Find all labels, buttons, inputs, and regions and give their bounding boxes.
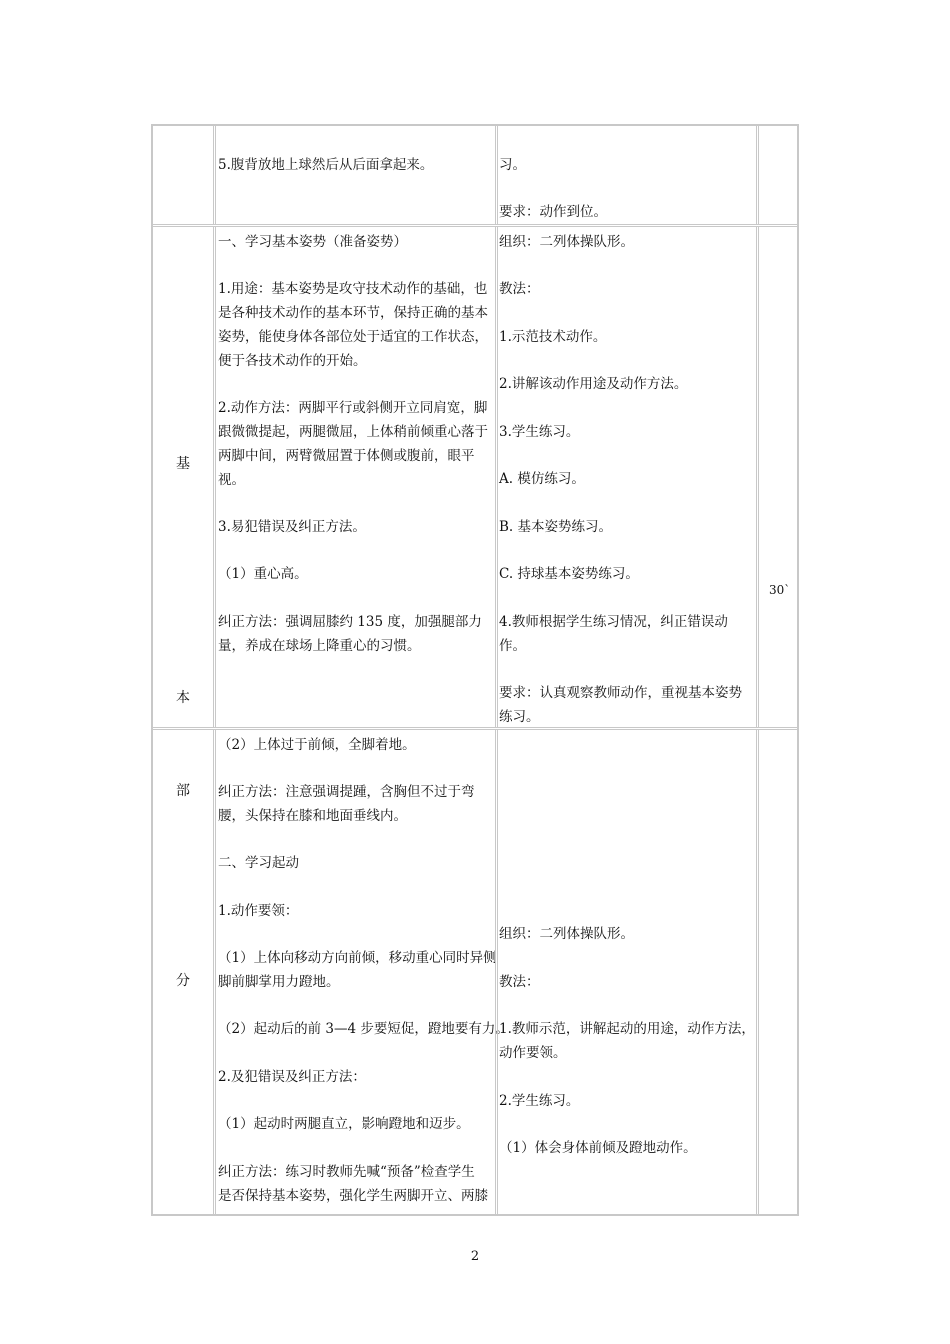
table-row [153, 730, 797, 1214]
duration-value: 30` [769, 583, 791, 597]
method-line: B. 基本姿势练习。 [499, 519, 613, 535]
method-line: 1.教师示范，讲解起动的用途，动作方法， [499, 1021, 755, 1037]
content-line: 纠正方法：注意强调提踵，含胸但不过于弯 [218, 784, 475, 800]
method-line: 练习。 [499, 709, 540, 725]
content-line: 脚前脚掌用力蹬地。 [218, 974, 340, 990]
method-line: A. 模仿练习。 [499, 471, 585, 487]
method-line: 习。 [499, 157, 526, 173]
table-row [153, 227, 797, 730]
content-line: 纠正方法：练习时教师先喊“预备”检查学生 [218, 1164, 475, 1180]
method-line: 教法： [499, 974, 540, 990]
content-line: 量，养成在球场上降重心的习惯。 [218, 638, 421, 654]
content-line: 一、学习基本姿势（准备姿势） [218, 234, 407, 250]
section-label-char: 分 [176, 973, 190, 989]
content-line: 二、学习起动 [218, 855, 299, 871]
method-cell [495, 730, 756, 1214]
section-label-char: 部 [176, 783, 190, 799]
duration-cell [756, 227, 797, 727]
content-line: 是各种技术动作的基本环节，保持正确的基本 [218, 305, 488, 321]
content-line: 姿势，能使身体各部位处于适宜的工作状态， [218, 329, 488, 345]
duration-cell [756, 730, 797, 1214]
method-line: C. 持球基本姿势练习。 [499, 566, 639, 582]
content-line: 2.动作方法：两脚平行或斜侧开立同肩宽，脚 [218, 400, 488, 416]
method-line: 组织：二列体操队形。 [499, 926, 634, 942]
method-line: 3.学生练习。 [499, 424, 580, 440]
lesson-plan-table [151, 124, 799, 1216]
method-line: 2.讲解该动作用途及动作方法。 [499, 376, 688, 392]
content-line: 是否保持基本姿势，强化学生两脚开立、两膝 [218, 1188, 488, 1204]
content-line: （1）起动时两腿直立，影响蹬地和迈步。 [218, 1116, 470, 1132]
method-line: 4.教师根据学生练习情况，纠正错误动 [499, 614, 728, 630]
content-line: 1.用途：基本姿势是攻守技术动作的基础，也 [218, 281, 488, 297]
content-line: 跟微微提起，两腿微屈，上体稍前倾重心落于 [218, 424, 488, 440]
method-line: 2.学生练习。 [499, 1093, 580, 1109]
page-number: 2 [470, 1249, 480, 1264]
method-cell [495, 126, 756, 224]
table-row [153, 126, 797, 227]
content-line: 2.及犯错误及纠正方法： [218, 1069, 366, 1085]
content-cell [213, 730, 509, 1214]
method-line: 作。 [499, 638, 526, 654]
duration-cell [756, 126, 797, 224]
content-line: 两脚中间，两臂微屈置于体侧或腹前，眼平 [218, 448, 475, 464]
section-cell [153, 126, 213, 224]
content-line: 便于各技术动作的开始。 [218, 353, 367, 369]
content-line: （2）起动后的前 3—4 步要短促，蹬地要有力。 [218, 1021, 509, 1037]
content-line: 视。 [218, 472, 245, 488]
content-line: 1.动作要领： [218, 903, 299, 919]
section-label-char: 本 [176, 690, 190, 706]
content-line: （1）上体向移动方向前倾，移动重心同时异侧 [218, 950, 497, 966]
content-line: （2）上体过于前倾，全脚着地。 [218, 737, 416, 753]
section-cell [153, 730, 213, 1214]
content-cell [213, 126, 495, 224]
content-line: 5.腹背放地上球然后从后面拿起来。 [218, 157, 434, 173]
content-line: （1）重心高。 [218, 566, 308, 582]
content-line: 3.易犯错误及纠正方法。 [218, 519, 366, 535]
section-label-char: 基 [176, 456, 190, 472]
method-line: （1）体会身体前倾及蹬地动作。 [499, 1140, 697, 1156]
content-cell [213, 227, 495, 727]
method-line: 教法： [499, 281, 540, 297]
method-cell [495, 227, 756, 727]
method-line: 动作要领。 [499, 1045, 567, 1061]
method-line: 1.示范技术动作。 [499, 329, 607, 345]
method-line: 要求：动作到位。 [499, 204, 607, 220]
content-line: 腰，头保持在膝和地面垂线内。 [218, 808, 407, 824]
method-line: 组织：二列体操队形。 [499, 234, 634, 250]
content-line: 纠正方法：强调屈膝约 135 度，加强腿部力 [218, 614, 482, 630]
method-line: 要求：认真观察教师动作，重视基本姿势 [499, 685, 742, 701]
section-cell [153, 227, 213, 727]
